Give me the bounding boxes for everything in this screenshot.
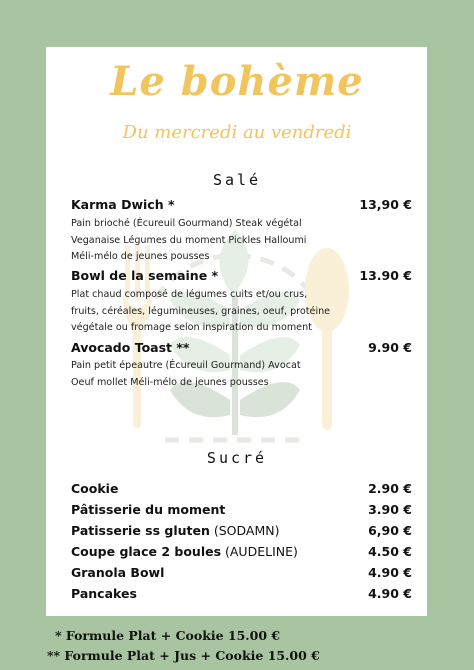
days-subtitle: Du mercredi au vendredi	[122, 122, 352, 143]
menu-item-price: 2.90 €	[368, 481, 412, 496]
menu-item-price: 4.50 €	[368, 544, 412, 559]
menu-item-name: Coupe glace 2 boules (AUDELINE)	[71, 544, 298, 559]
menu-item-name: Patisserie ss gluten (SODAMN)	[71, 523, 280, 538]
menu-item-price: 6,90 €	[368, 523, 412, 538]
formula-line-2: ** Formule Plat + Jus + Cookie 15.00 €	[47, 648, 320, 663]
menu-item-price: 4.90 €	[368, 565, 412, 580]
menu-item-price: 4.90 €	[368, 586, 412, 601]
section-heading-sucre: Sucré	[206, 449, 268, 467]
menu-item-price: 13,90 €	[359, 197, 412, 212]
menu-item-name: Cookie	[71, 481, 119, 496]
menu-item-price: 13.90 €	[359, 268, 412, 283]
menu-item-description: Pain petit épeautre (Écureuil Gourmand) Avocat Oeuf mollet Méli-mélo de jeunes pousses	[71, 360, 301, 388]
menu-item-name: Avocado Toast **	[71, 340, 190, 355]
section-heading-sale: Salé	[212, 171, 262, 189]
restaurant-name: Le bohème	[110, 58, 364, 105]
menu-item-description: Pain brioché (Écureuil Gourmand) Steak végétal Veganaise Légumes du moment Pickles Halloumi Méli-mélo de jeunes pousses	[71, 218, 307, 262]
menu-item-name: Karma Dwich *	[71, 197, 175, 212]
menu-item-price: 3.90 €	[368, 502, 412, 517]
menu-item-price: 9.90 €	[368, 340, 412, 355]
formula-line-1: * Formule Plat + Cookie 15.00 €	[55, 628, 281, 643]
menu-item-description: Plat chaud composé de légumes cuits et/ou crus, fruits, céréales, légumineuses, graines, oeuf, protéine végétale ou fromage selon inspiration du moment	[71, 289, 331, 333]
menu-item-name: Pancakes	[71, 586, 137, 601]
menu-item-name: Bowl de la semaine *	[71, 268, 219, 283]
menu-item-name: Pâtisserie du moment	[71, 502, 226, 517]
menu-item-name: Granola Bowl	[71, 565, 165, 580]
